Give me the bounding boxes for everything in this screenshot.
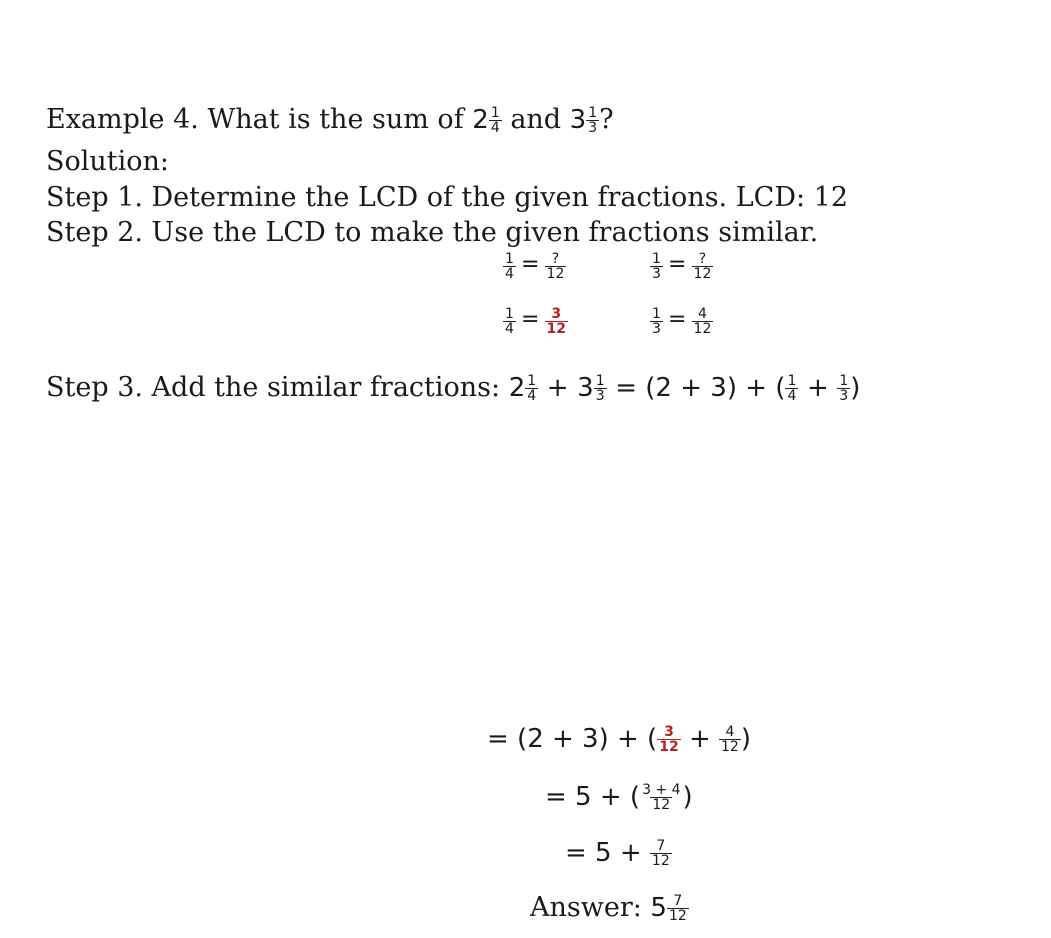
mixed-number-whole: 2 xyxy=(472,105,489,135)
example-title-text: Example 4. What is the sum of xyxy=(46,104,473,135)
mixed-number-fraction: $\frac{1}{4}$ xyxy=(490,105,500,136)
highlighted-fraction: $\frac{3}{12}$ xyxy=(546,306,567,337)
step-3-label: Step 3. Add the similar fractions: xyxy=(46,372,509,403)
step-2: Step 2. Use the LCD to make the given fractions similar. xyxy=(46,217,819,248)
highlighted-fraction: $\frac{3}{12}$ xyxy=(659,724,679,755)
equivalence-row-1-right: $\frac{1}{3}$ = $\frac{?}{12}$ xyxy=(652,251,712,282)
mixed-number-whole: 3 xyxy=(569,105,587,135)
equivalence-row-1-left: $\frac{1}{4}$ = $\frac{?}{12}$ xyxy=(505,251,565,282)
equivalence-row-2-right: $\frac{1}{3}$ = $\frac{4}{12}$ xyxy=(652,306,712,337)
and-text: and xyxy=(501,104,570,135)
answer-line: Answer: 5 $\frac{7}{12}$ xyxy=(530,892,687,924)
step-3: Step 3. Add the similar fractions: 2 $\frac{1}{4}$ + 3 $\frac{1}{3}$ = (2 + 3) + ( $\frac{1}{4}$ + $\frac{1}{3}$ ) xyxy=(46,372,861,404)
mixed-number-fraction: $\frac{1}{3}$ xyxy=(588,105,598,136)
answer-label: Answer: xyxy=(530,892,651,923)
equivalence-row-2-left: $\frac{1}{4}$ = $\frac{3}{12}$ xyxy=(505,306,567,337)
calc-line-1: = (2 + 3) + ( $\frac{3}{12}$ + $\frac{4}{12}$ ) xyxy=(487,724,751,755)
example-title xyxy=(46,104,614,136)
solution-label: Solution: xyxy=(46,146,170,177)
question-mark: ? xyxy=(599,104,614,135)
calc-line-3: = 5 + $\frac{7}{12}$ xyxy=(565,838,670,869)
calc-line-2: = 5 + ( $\frac{3 + 4}{12}$ ) xyxy=(545,782,693,813)
step-1: Step 1. Determine the LCD of the given fractions. LCD: 12 xyxy=(46,182,848,213)
